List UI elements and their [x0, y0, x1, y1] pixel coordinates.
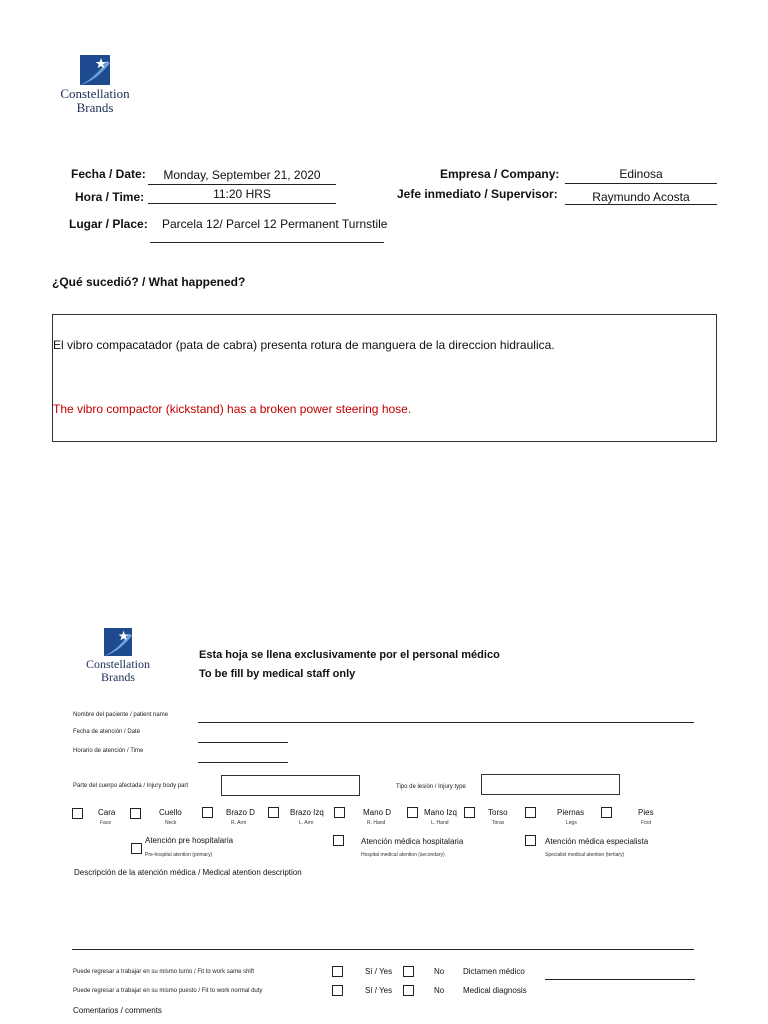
body-part-label: Parte del cuerpo afectada / Injury body part — [73, 783, 189, 789]
date-value: Monday, September 21, 2020 — [163, 168, 321, 182]
medical-heading-es: Esta hoja se llena exclusivamente por el personal médico — [199, 649, 500, 661]
body-part-left-hand: Mano Izq — [424, 808, 457, 817]
place-underline — [150, 242, 384, 243]
body-part-right-arm-en: R. Arm — [231, 820, 247, 826]
attention-time-label: Horario de atención / Time — [73, 748, 144, 754]
injury-type-field[interactable] — [481, 774, 620, 795]
company-value: Edinosa — [619, 167, 663, 181]
supervisor-label: Jefe inmediato / Supervisor: — [397, 187, 558, 201]
attention-hospital: Atención médica hospitalaria — [361, 837, 464, 846]
diagnosis-label: Medical diagnosis — [463, 986, 527, 995]
star-swoosh-icon — [80, 55, 110, 85]
supervisor-underline — [565, 204, 717, 205]
company-logo — [52, 55, 138, 114]
medical-logo — [75, 628, 161, 683]
body-part-torso: Torso — [488, 808, 508, 817]
checkbox-fit-duty-yes[interactable] — [332, 985, 343, 996]
checkbox-pre-hospital[interactable] — [131, 843, 142, 854]
checkbox-right-hand[interactable] — [334, 807, 345, 818]
body-part-face: Cara — [98, 808, 116, 817]
checkbox-hospital[interactable] — [333, 835, 344, 846]
checkbox-fit-duty-no[interactable] — [403, 985, 414, 996]
body-part-torso-en: Torax — [492, 820, 505, 826]
body-part-neck-en: Neck — [165, 820, 177, 826]
medical-logo-line1: Constellation — [86, 657, 150, 671]
body-part-legs-en: Legs — [566, 820, 577, 826]
company-label: Empresa / Company: — [440, 167, 560, 181]
checkbox-legs[interactable] — [525, 807, 536, 818]
attention-specialist: Atención médica especialista — [545, 837, 649, 846]
body-part-right-hand-en: R. Hand — [367, 820, 386, 826]
what-happened-box — [52, 314, 717, 442]
time-value: 11:20 HRS — [213, 187, 271, 201]
time-label: Hora / Time: — [75, 190, 145, 204]
dictamen-label: Dictamen médico — [463, 967, 525, 976]
body-part-left-arm-en: L. Arm — [299, 820, 314, 826]
supervisor-value: Raymundo Acosta — [592, 190, 690, 204]
attention-time-field[interactable] — [198, 762, 288, 763]
checkbox-left-arm[interactable] — [268, 807, 279, 818]
patient-name-label: Nombre del paciente / patient name — [73, 712, 169, 718]
place-value: Parcela 12/ Parcel 12 Permanent Turnstile — [162, 217, 388, 231]
attention-pre-hospital: Atención pre hospitalaria — [145, 836, 234, 845]
comments-label: Comentarios / comments — [73, 1006, 162, 1015]
attention-hospital-en: Hospital medical atention (secondary) — [361, 852, 445, 858]
fit-duty-no-label: No — [434, 986, 445, 995]
body-part-field[interactable] — [221, 775, 360, 796]
checkbox-fit-shift-no[interactable] — [403, 966, 414, 977]
body-part-right-hand: Mano D — [363, 808, 392, 817]
what-happened-label: ¿Qué sucedió? / What happened? — [52, 275, 246, 289]
fit-duty-label: Puede regresar a trabajar en su mismo puesto / Fit to work normal duty — [73, 988, 263, 994]
checkbox-face[interactable] — [72, 808, 83, 819]
medical-logo-line2: Brands — [101, 669, 135, 684]
place-label: Lugar / Place: — [69, 217, 148, 231]
checkbox-torso[interactable] — [464, 807, 475, 818]
body-part-right-arm: Brazo D — [226, 808, 255, 817]
description-label: Descripción de la atención médica / Medical atention description — [74, 868, 302, 877]
fit-shift-label: Puede regresar a trabajar en su mismo turno / Fit to work same shift — [73, 969, 255, 975]
attention-pre-hospital-en: Pre-hospital atention (primary) — [145, 852, 213, 858]
attention-date-field[interactable] — [198, 742, 288, 743]
body-part-foot-en: Foot — [641, 820, 652, 826]
patient-name-field[interactable] — [198, 722, 694, 723]
star-swoosh-icon — [104, 628, 132, 656]
date-label: Fecha / Date: — [71, 167, 146, 181]
body-part-legs: Piernas — [557, 808, 585, 817]
body-part-left-hand-en: L. Hand — [431, 820, 449, 826]
injury-type-label: Tipo de lesión / Injury type — [396, 784, 466, 790]
checkbox-neck[interactable] — [130, 808, 141, 819]
description-field[interactable] — [72, 949, 694, 950]
medical-heading-en: To be fill by medical staff only — [199, 668, 356, 680]
checkbox-foot[interactable] — [601, 807, 612, 818]
logo-line2: Brands — [76, 99, 114, 115]
time-underline — [148, 203, 336, 204]
checkbox-left-hand[interactable] — [407, 807, 418, 818]
logo-line1: Constellation — [60, 86, 130, 101]
what-happened-spanish: El vibro compacatador (pata de cabra) presenta rotura de manguera de la direccion hidraulica. — [53, 338, 555, 352]
body-part-neck: Cuello — [159, 808, 182, 817]
fit-shift-no-label: No — [434, 967, 445, 976]
checkbox-right-arm[interactable] — [202, 807, 213, 818]
company-underline — [565, 183, 717, 184]
body-part-foot: Pies — [638, 808, 654, 817]
body-part-face-en: Face — [100, 820, 112, 826]
date-underline — [148, 184, 336, 185]
attention-specialist-en: Specialist medical atention (tertiary) — [545, 852, 625, 858]
checkbox-specialist[interactable] — [525, 835, 536, 846]
body-part-left-arm: Brazo Izq — [290, 808, 324, 817]
dictamen-field[interactable] — [545, 979, 695, 980]
checkbox-fit-shift-yes[interactable] — [332, 966, 343, 977]
fit-shift-yes-label: Sí / Yes — [365, 967, 393, 976]
fit-duty-yes-label: Sí / Yes — [365, 986, 393, 995]
what-happened-english: The vibro compactor (kickstand) has a broken power steering hose. — [53, 402, 412, 416]
attention-date-label: Fecha de atención / Date — [73, 729, 141, 735]
